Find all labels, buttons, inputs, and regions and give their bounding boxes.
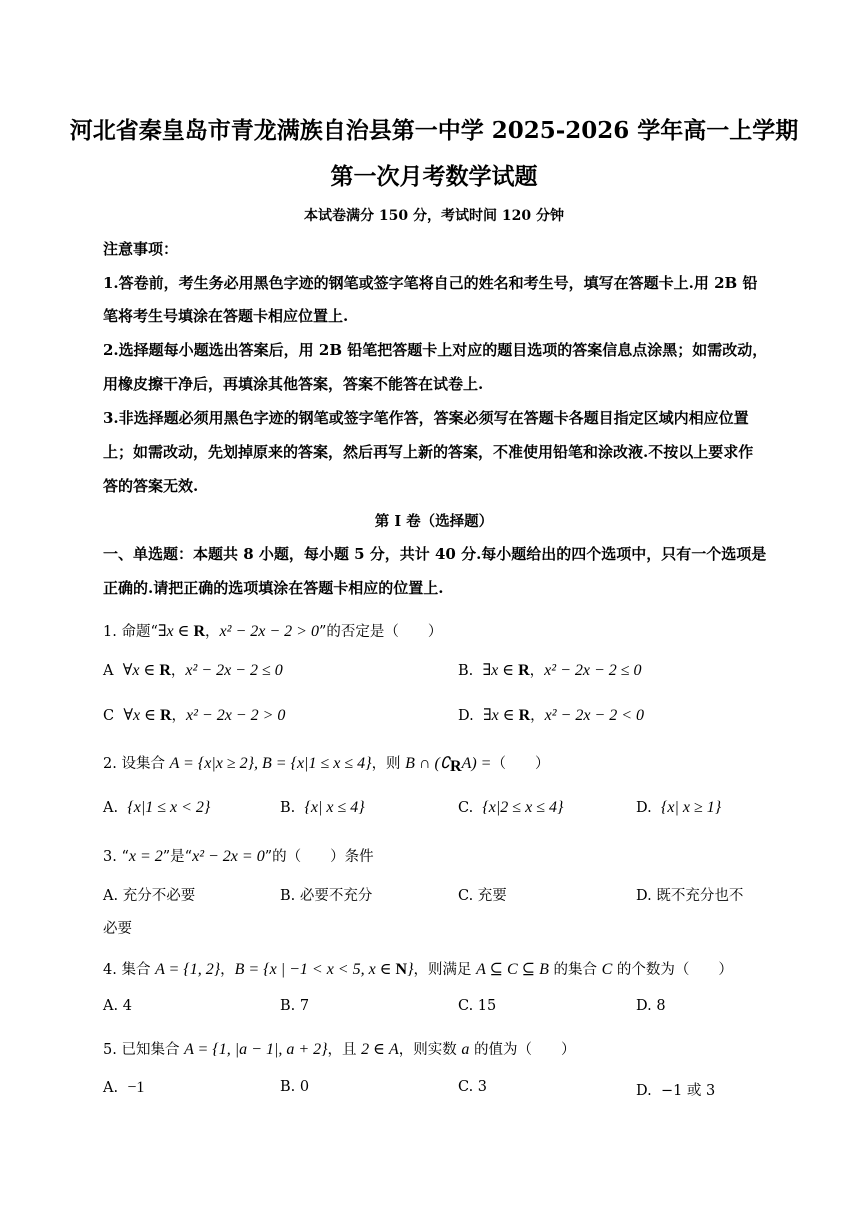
q1-option-c-expr: x² − 2x − 2 > 0 <box>186 707 286 724</box>
q2-option-a <box>103 799 210 817</box>
note-3-line2: 上；如需改动，先划掉原来的答案，然后再写上新的答案，不准使用铅笔和涂改液.不按以上要求作 <box>103 443 754 461</box>
q2-option-c-label: C. <box>458 800 474 816</box>
q5-membership: 2 ∈ A <box>361 1041 399 1058</box>
question-2-stem <box>103 752 549 776</box>
notes-heading: 注意事项： <box>103 240 179 258</box>
q1-option-a-set: R <box>159 662 171 679</box>
q1-option-a-comma: ， <box>170 663 186 679</box>
q1-expression: x² − 2x − 2 > 0 <box>219 623 319 640</box>
question-4-stem <box>103 958 733 979</box>
q5-option-a-label: A. <box>103 1080 119 1096</box>
note-1-line1: 1.答卷前，考生务必用黑色字迹的钢笔或签字笔将自己的姓名和考生号，填写在答题卡上.用 2B 铅 <box>103 274 758 292</box>
q2-sets: A = {x|x ≥ 2}, B = {x|1 ≤ x ≤ 4} <box>169 755 372 772</box>
q2-expression: B ∩ (∁ <box>405 755 451 772</box>
q3-suffix: ”的（ ）条件 <box>264 849 374 865</box>
q1-prefix: 1. 命题“ <box>103 624 158 640</box>
q2-option-c <box>458 799 563 817</box>
q1-option-c-set: R <box>159 707 172 724</box>
q3-equation: x² − 2x = 0 <box>192 848 265 865</box>
q1-option-a <box>103 659 283 680</box>
q4-option-d: D. 8 <box>636 998 666 1014</box>
q3-condition: x = 2 <box>128 848 163 865</box>
q2-option-b <box>280 799 365 817</box>
q5-option-d <box>636 1079 715 1100</box>
exam-title-line2: 第一次月考数学试题 <box>330 163 538 190</box>
q1-option-c <box>103 704 285 725</box>
note-3-line1: 3.非选择题必须用黑色字迹的钢笔或签字笔作答，答案必须写在答题卡各题目指定区域内相应位置 <box>103 409 749 427</box>
q2-option-b-set: {x| x ≤ 4} <box>304 799 365 816</box>
note-2-line2: 用橡皮擦干净后，再填涂其他答案，答案不能答在试卷上. <box>103 375 484 393</box>
q2-option-a-set: {x|1 ≤ x < 2} <box>127 799 211 816</box>
q1-option-b-comma: ， <box>529 663 545 679</box>
q4-inclusion: A ⊆ C ⊆ B <box>476 961 549 978</box>
q5-option-b: B. 0 <box>280 1079 310 1095</box>
q4-comma: ， <box>220 962 235 978</box>
q2-suffix: （ ） <box>491 756 550 772</box>
q4-option-b: B. 7 <box>280 998 310 1014</box>
q4-prefix: 4. 集合 <box>103 962 156 978</box>
q2-option-b-label: B. <box>280 800 296 816</box>
q4-set-b-end: } <box>407 961 414 978</box>
q3-mid: ”是“ <box>162 849 193 865</box>
q4-set-c: C <box>601 961 613 978</box>
q1-option-c-label: C <box>103 708 115 724</box>
q2-complement-subscript: R <box>450 758 462 775</box>
q1-option-a-quant: ∀x ∈ <box>122 662 160 679</box>
q1-option-b-expr: x² − 2x − 2 ≤ 0 <box>544 662 642 679</box>
note-1-line2: 笔将考生号填涂在答题卡相应位置上. <box>103 307 349 325</box>
q4-mid: ，则满足 <box>413 962 477 978</box>
q4-option-a: A. 4 <box>103 998 132 1014</box>
section-intro-line2: 正确的.请把正确的选项填涂在答题卡相应的位置上. <box>103 579 444 597</box>
q1-option-d <box>458 704 644 725</box>
q1-option-d-quant: ∃x ∈ <box>482 707 519 724</box>
q1-suffix: ”的否定是（ ） <box>318 624 443 640</box>
question-3-stem <box>103 845 374 866</box>
q4-natural-set: N <box>395 961 408 978</box>
q3-option-d-line1: D. 既不充分也不 <box>636 888 744 904</box>
q2-option-c-set: {x|2 ≤ x ≤ 4} <box>482 799 564 816</box>
q3-option-d-line2: 必要 <box>103 921 132 937</box>
q1-option-c-quant: ∀x ∈ <box>123 707 160 724</box>
q5-option-a-value: −1 <box>127 1079 145 1096</box>
q5-prefix: 5. 已知集合 <box>103 1042 185 1058</box>
q1-option-b <box>458 659 642 680</box>
q1-option-b-label: B. <box>458 663 474 679</box>
q5-option-d-value: −1 或 3 <box>660 1083 716 1099</box>
q4-suffix: 的个数为（ ） <box>612 962 733 978</box>
q5-option-a <box>103 1079 144 1097</box>
q2-option-d <box>636 799 721 817</box>
q2-expression-end: A) = <box>461 755 492 772</box>
q1-option-d-comma: ， <box>530 708 545 724</box>
q4-set-a: A = {1, 2} <box>155 961 221 978</box>
volume-heading: 第 I 卷（选择题） <box>374 513 494 530</box>
q5-suffix: 的值为（ ） <box>469 1042 576 1058</box>
question-1-stem <box>103 620 442 641</box>
q1-option-a-expr: x² − 2x − 2 ≤ 0 <box>185 662 283 679</box>
q1-quantifier: ∃x ∈ <box>157 623 194 640</box>
q1-option-d-label: D. <box>458 708 474 724</box>
q3-option-c: C. 充要 <box>458 888 507 904</box>
q5-variable: a <box>461 1041 470 1058</box>
q4-option-c: C. 15 <box>458 998 497 1014</box>
exam-subtitle: 本试卷满分 150 分，考试时间 120 分钟 <box>304 208 564 224</box>
exam-title-line1: 河北省秦皇岛市青龙满族自治县第一中学 2025-2026 学年高一上学期 <box>69 117 799 144</box>
q3-prefix: 3. “ <box>103 849 129 865</box>
q1-option-c-comma: ， <box>171 708 186 724</box>
q1-option-b-quant: ∃x ∈ <box>482 662 519 679</box>
q2-option-a-label: A. <box>103 800 119 816</box>
q5-option-c: C. 3 <box>458 1079 488 1095</box>
q1-option-d-expr: x² − 2x − 2 < 0 <box>544 707 645 724</box>
q2-then: ，则 <box>371 756 406 772</box>
q1-comma: ， <box>205 624 220 640</box>
q1-real-set: R <box>193 623 206 640</box>
q4-mid2: 的集合 <box>548 962 602 978</box>
q1-option-a-label: A <box>103 663 114 679</box>
q2-option-d-set: {x| x ≥ 1} <box>660 799 722 816</box>
q5-set-a: A = {1, |a − 1|, a + 2} <box>184 1041 328 1058</box>
note-3-line3: 答的答案无效. <box>103 477 199 495</box>
note-2-line1: 2.选择题每小题选出答案后，用 2B 铅笔把答题卡上对应的题目选项的答案信息点涂黑；如需改动， <box>103 341 768 359</box>
q5-option-d-label: D. <box>636 1083 652 1099</box>
section-intro-line1: 一、单选题：本题共 8 小题，每小题 5 分，共计 40 分.每小题给出的四个选项中，只有一个选项是 <box>103 545 767 563</box>
q2-prefix: 2. 设集合 <box>103 756 170 772</box>
q5-mid: ，且 <box>327 1042 362 1058</box>
q3-option-a: A. 充分不必要 <box>103 888 196 904</box>
q1-option-d-set: R <box>518 707 531 724</box>
q5-mid2: ，则实数 <box>398 1042 462 1058</box>
q1-option-b-set: R <box>518 662 530 679</box>
q4-set-b: B = {x | −1 < x < 5, x ∈ <box>234 961 396 978</box>
q3-option-b: B. 必要不充分 <box>280 888 373 904</box>
question-5-stem <box>103 1038 575 1059</box>
q2-option-d-label: D. <box>636 800 652 816</box>
